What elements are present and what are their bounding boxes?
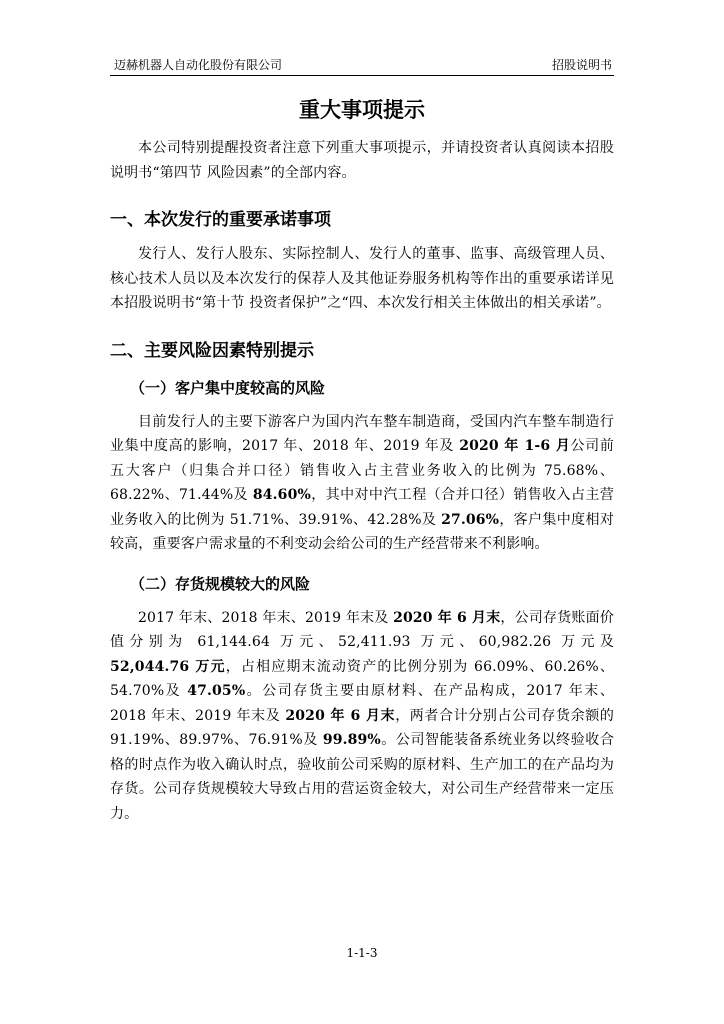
emphasis-run: 2020 年 6 月末 bbox=[393, 609, 501, 626]
header-company: 迈赫机器人自动化股份有限公司 bbox=[114, 58, 283, 72]
text-run: 公司前五大客户（归集合并口径）销售收入占主营业务收入的比例为 75.68%、68.22%、71.44%及 bbox=[110, 438, 614, 503]
text-run: 。公司智能装备系统业务以终验收合格的时点作为收入确认时点，验收前公司采购的原材料、生产加工的在产品均为存货。公司存货规模较大导致占用的营运资金较大，对公司生产经营带来一定压力。 bbox=[110, 732, 614, 822]
page-header bbox=[110, 58, 614, 76]
text-run: 。公司存货主要由原材料、在产品构成，2017 年末、2018 年末、2019 年末及 bbox=[110, 683, 614, 724]
subsection-2-heading: （二）存货规模较大的风险 bbox=[130, 574, 311, 593]
subsection-1-body bbox=[110, 410, 614, 557]
emphasis-run: 27.06% bbox=[441, 511, 500, 528]
emphasis-run: 99.89% bbox=[322, 732, 381, 748]
section-2-heading: 二、主要风险因素特别提示 bbox=[110, 340, 314, 361]
page-content bbox=[110, 86, 614, 826]
header-doc-type: 招股说明书 bbox=[551, 58, 612, 72]
emphasis-run: 2020 年 6 月末 bbox=[285, 707, 396, 724]
text-run: ，客户集中度相对较高，重要客户需求量的不利变动会给公司的生产经营带来不利影响。 bbox=[110, 511, 614, 552]
text-run: ，两者合计分别占公司存货余额的 91.19%、89.97%、76.91%及 bbox=[110, 707, 614, 748]
text-run: ，其中对中汽工程（合并口径）销售收入占主营业务收入的比例为 51.71%、39.91%、42.28%及 bbox=[110, 487, 614, 528]
text-run: ，占相应期末流动资产的比例分别为 66.09%、60.26%、54.70%及 bbox=[110, 658, 614, 699]
emphasis-run: 2020 年 1-6 月 bbox=[459, 438, 571, 454]
text-run: 目前发行人的主要下游客户为国内汽车整车制造商，受国内汽车整车制造行业集中度高的影响，2017 年、2018 年、2019 年及 bbox=[110, 413, 614, 454]
emphasis-run: 84.60% bbox=[252, 487, 311, 503]
intro-paragraph: 本公司特别提醒投资者注意下列重大事项提示，并请投资者认真阅读本招股说明书“第四节 风险因素”的全部内容。 bbox=[110, 140, 614, 181]
text-run: ，公司存货账面价值分别为 61,144.64 万元、52,411.93 万元、60,982.26 万元及 bbox=[110, 609, 614, 650]
text-run: 2017 年末、2018 年末、2019 年末及 bbox=[138, 609, 394, 626]
subsection-2-body bbox=[110, 606, 614, 827]
subsection-1-heading: （一）客户集中度较高的风险 bbox=[130, 378, 326, 397]
emphasis-run: 47.05% bbox=[187, 683, 246, 699]
page-title: 重大事项提示 bbox=[299, 98, 425, 122]
section-1-heading: 一、本次发行的重要承诺事项 bbox=[110, 210, 331, 230]
emphasis-run: 52,044.76 万元 bbox=[110, 658, 226, 675]
section-1-body: 发行人、发行人股东、实际控制人、发行人的董事、监事、高级管理人员、核心技术人员以及本次发行的保荐人及其他证券服务机构等作出的重要承诺详见本招股说明书“第十节 投资者保护”之“四、本次发行相关主体做出的相关承诺”。 bbox=[110, 246, 614, 311]
page-number: 1-1-3 bbox=[346, 946, 378, 960]
